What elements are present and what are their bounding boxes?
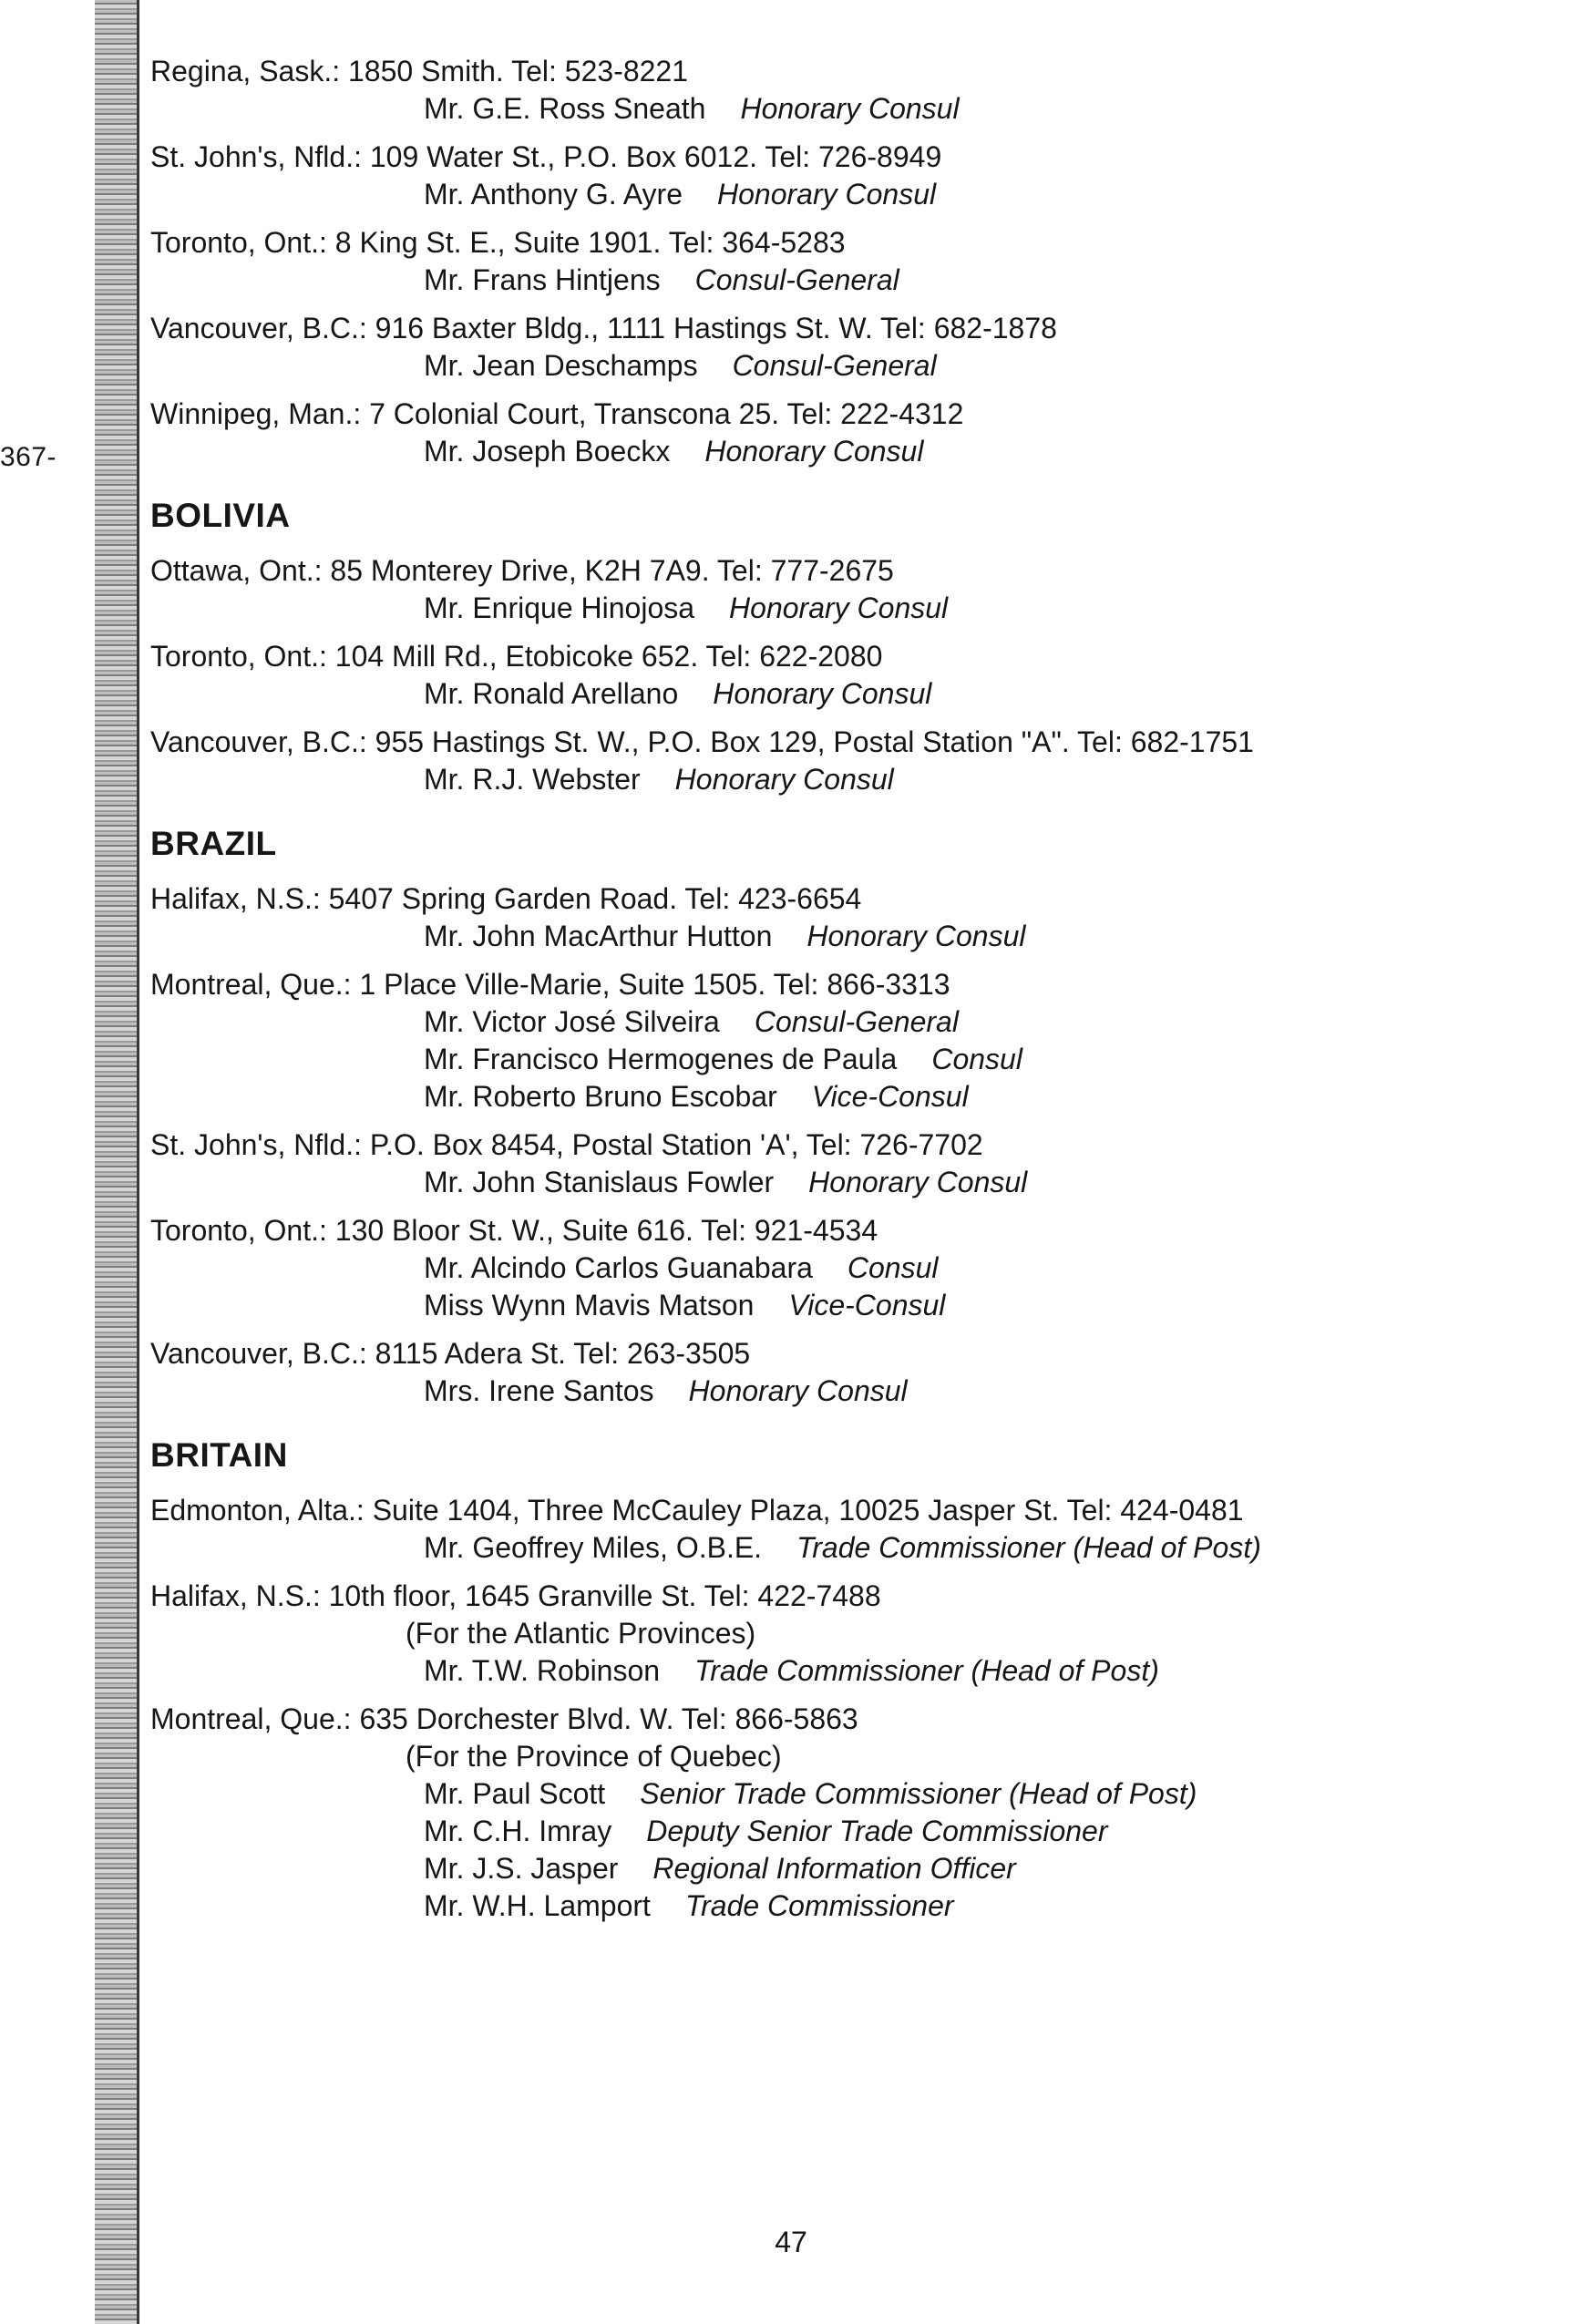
official-name: Mr. R.J. Webster xyxy=(424,763,641,796)
official-row xyxy=(150,1529,1517,1567)
consulate-entry xyxy=(150,396,1517,470)
jurisdiction-note: (For the Atlantic Provinces) xyxy=(406,1617,756,1650)
official-title: Honorary Consul xyxy=(674,763,894,796)
consulate-address: St. John's, Nfld.: P.O. Box 8454, Postal Station 'A', Tel: 726-7702 xyxy=(150,1128,983,1161)
official-row xyxy=(150,90,1517,128)
official-name: Mr. J.S. Jasper xyxy=(424,1852,619,1885)
consulate-entry xyxy=(150,552,1517,627)
official-name: Mr. C.H. Imray xyxy=(424,1815,612,1847)
consulate-address: Vancouver, B.C.: 8115 Adera St. Tel: 263-3505 xyxy=(150,1337,751,1370)
official-row xyxy=(150,433,1517,470)
official-title: Trade Commissioner (Head of Post) xyxy=(796,1531,1261,1564)
consulate-address: Toronto, Ont.: 130 Bloor St. W., Suite 616. Tel: 921-4534 xyxy=(150,1214,878,1247)
official-name: Mr. John MacArthur Hutton xyxy=(424,920,773,952)
official-title: Honorary Consul xyxy=(740,92,960,125)
country-section xyxy=(150,1435,1517,1925)
official-title: Vice-Consul xyxy=(811,1080,969,1113)
consulate-entry xyxy=(150,1701,1517,1925)
official-row xyxy=(150,1775,1517,1813)
official-title: Consul xyxy=(847,1251,939,1284)
consulate-address: Toronto, Ont.: 8 King St. E., Suite 1901. Tel: 364-5283 xyxy=(150,226,846,259)
official-name: Mr. Victor José Silveira xyxy=(424,1005,720,1038)
official-name: Mr. Alcindo Carlos Guanabara xyxy=(424,1251,813,1284)
official-title: Vice-Consul xyxy=(788,1289,946,1321)
official-row xyxy=(150,1078,1517,1116)
official-name: Miss Wynn Mavis Matson xyxy=(424,1289,755,1321)
official-title: Honorary Consul xyxy=(729,591,949,624)
margin-number: 367- xyxy=(0,442,57,472)
official-title: Honorary Consul xyxy=(808,1166,1028,1198)
official-title: Honorary Consul xyxy=(704,435,924,468)
country-heading: BOLIVIA xyxy=(150,497,291,534)
official-name: Mr. W.H. Lamport xyxy=(424,1889,651,1922)
official-row xyxy=(150,1164,1517,1201)
page-number: 47 xyxy=(775,2226,807,2258)
consulate-entry xyxy=(150,880,1517,955)
official-row xyxy=(150,176,1517,213)
official-name: Mr. Jean Deschamps xyxy=(424,349,698,382)
official-name: Mr. G.E. Ross Sneath xyxy=(424,92,706,125)
official-title: Consul-General xyxy=(694,263,899,296)
consulate-address: Halifax, N.S.: 10th floor, 1645 Granville St. Tel: 422-7488 xyxy=(150,1579,881,1612)
official-title: Consul-General xyxy=(732,349,937,382)
country-section xyxy=(150,496,1517,798)
consulate-entry xyxy=(150,1335,1517,1410)
consulate-address: Vancouver, B.C.: 916 Baxter Bldg., 1111 Hastings St. W. Tel: 682-1878 xyxy=(150,312,1057,344)
official-row xyxy=(150,590,1517,627)
official-row xyxy=(150,347,1517,385)
consulate-address: Montreal, Que.: 1 Place Ville-Marie, Suite 1505. Tel: 866-3313 xyxy=(150,968,950,1001)
official-title: Trade Commissioner xyxy=(684,1889,954,1922)
official-row xyxy=(150,1652,1517,1690)
consulate-address: Ottawa, Ont.: 85 Monterey Drive, K2H 7A9. Tel: 777-2675 xyxy=(150,554,894,587)
consulate-entry xyxy=(150,224,1517,299)
official-name: Mr. Paul Scott xyxy=(424,1777,606,1810)
official-row xyxy=(150,1850,1517,1887)
consulate-entry xyxy=(150,53,1517,128)
consulate-address: Halifax, N.S.: 5407 Spring Garden Road. Tel: 423-6654 xyxy=(150,882,862,915)
consulate-entry xyxy=(150,310,1517,385)
official-title: Deputy Senior Trade Commissioner xyxy=(646,1815,1108,1847)
official-title: Consul-General xyxy=(754,1005,959,1038)
directory-content xyxy=(150,53,1517,1936)
official-name: Mr. Joseph Boeckx xyxy=(424,435,671,468)
official-row xyxy=(150,1041,1517,1078)
official-name: Mr. Enrique Hinojosa xyxy=(424,591,695,624)
official-row xyxy=(150,1373,1517,1410)
official-title: Honorary Consul xyxy=(806,920,1026,952)
official-row xyxy=(150,262,1517,299)
consulate-address: Toronto, Ont.: 104 Mill Rd., Etobicoke 652. Tel: 622-2080 xyxy=(150,640,883,673)
official-row xyxy=(150,675,1517,713)
consulate-address: Vancouver, B.C.: 955 Hastings St. W., P.O. Box 129, Postal Station "A". Tel: 682-1751 xyxy=(150,725,1254,758)
official-title: Regional Information Officer xyxy=(652,1852,1016,1885)
official-row xyxy=(150,1887,1517,1925)
consulate-address: St. John's, Nfld.: 109 Water St., P.O. Box 6012. Tel: 726-8949 xyxy=(150,140,942,173)
official-name: Mr. Frans Hintjens xyxy=(424,263,661,296)
official-row xyxy=(150,1249,1517,1287)
official-name: Mr. Ronald Arellano xyxy=(424,677,679,710)
country-section xyxy=(150,53,1517,470)
consulate-entry xyxy=(150,1578,1517,1690)
official-name: Mr. Francisco Hermogenes de Paula xyxy=(424,1043,898,1075)
official-name: Mr. Anthony G. Ayre xyxy=(424,178,683,211)
jurisdiction-note: (For the Province of Quebec) xyxy=(406,1740,782,1773)
consulate-entry xyxy=(150,1126,1517,1201)
official-row xyxy=(150,761,1517,798)
official-title: Honorary Consul xyxy=(717,178,937,211)
consulate-entry xyxy=(150,1492,1517,1567)
official-title: Senior Trade Commissioner (Head of Post) xyxy=(640,1777,1197,1810)
consulate-address: Montreal, Que.: 635 Dorchester Blvd. W. Tel: 866-5863 xyxy=(150,1702,858,1735)
binding-strip xyxy=(95,0,139,2324)
consulate-entry xyxy=(150,724,1517,798)
official-name: Mrs. Irene Santos xyxy=(424,1374,654,1407)
official-name: Mr. Roberto Bruno Escobar xyxy=(424,1080,777,1113)
official-name: Mr. Geoffrey Miles, O.B.E. xyxy=(424,1531,763,1564)
official-row xyxy=(150,1287,1517,1324)
consulate-entry xyxy=(150,1212,1517,1324)
consulate-address: Winnipeg, Man.: 7 Colonial Court, Transcona 25. Tel: 222-4312 xyxy=(150,397,964,430)
country-heading: BRITAIN xyxy=(150,1436,288,1474)
official-title: Trade Commissioner (Head of Post) xyxy=(694,1654,1159,1687)
official-name: Mr. T.W. Robinson xyxy=(424,1654,661,1687)
official-name: Mr. John Stanislaus Fowler xyxy=(424,1166,775,1198)
country-heading: BRAZIL xyxy=(150,825,277,862)
official-row xyxy=(150,1003,1517,1041)
consulate-entry xyxy=(150,966,1517,1116)
official-row xyxy=(150,918,1517,955)
consulate-entry xyxy=(150,638,1517,713)
official-title: Honorary Consul xyxy=(713,677,932,710)
consulate-address: Edmonton, Alta.: Suite 1404, Three McCauley Plaza, 10025 Jasper St. Tel: 424-0481 xyxy=(150,1494,1244,1527)
country-section xyxy=(150,824,1517,1410)
official-title: Consul xyxy=(931,1043,1022,1075)
consulate-entry xyxy=(150,139,1517,213)
official-title: Honorary Consul xyxy=(688,1374,908,1407)
consulate-address: Regina, Sask.: 1850 Smith. Tel: 523-8221 xyxy=(150,55,688,87)
official-row xyxy=(150,1813,1517,1850)
